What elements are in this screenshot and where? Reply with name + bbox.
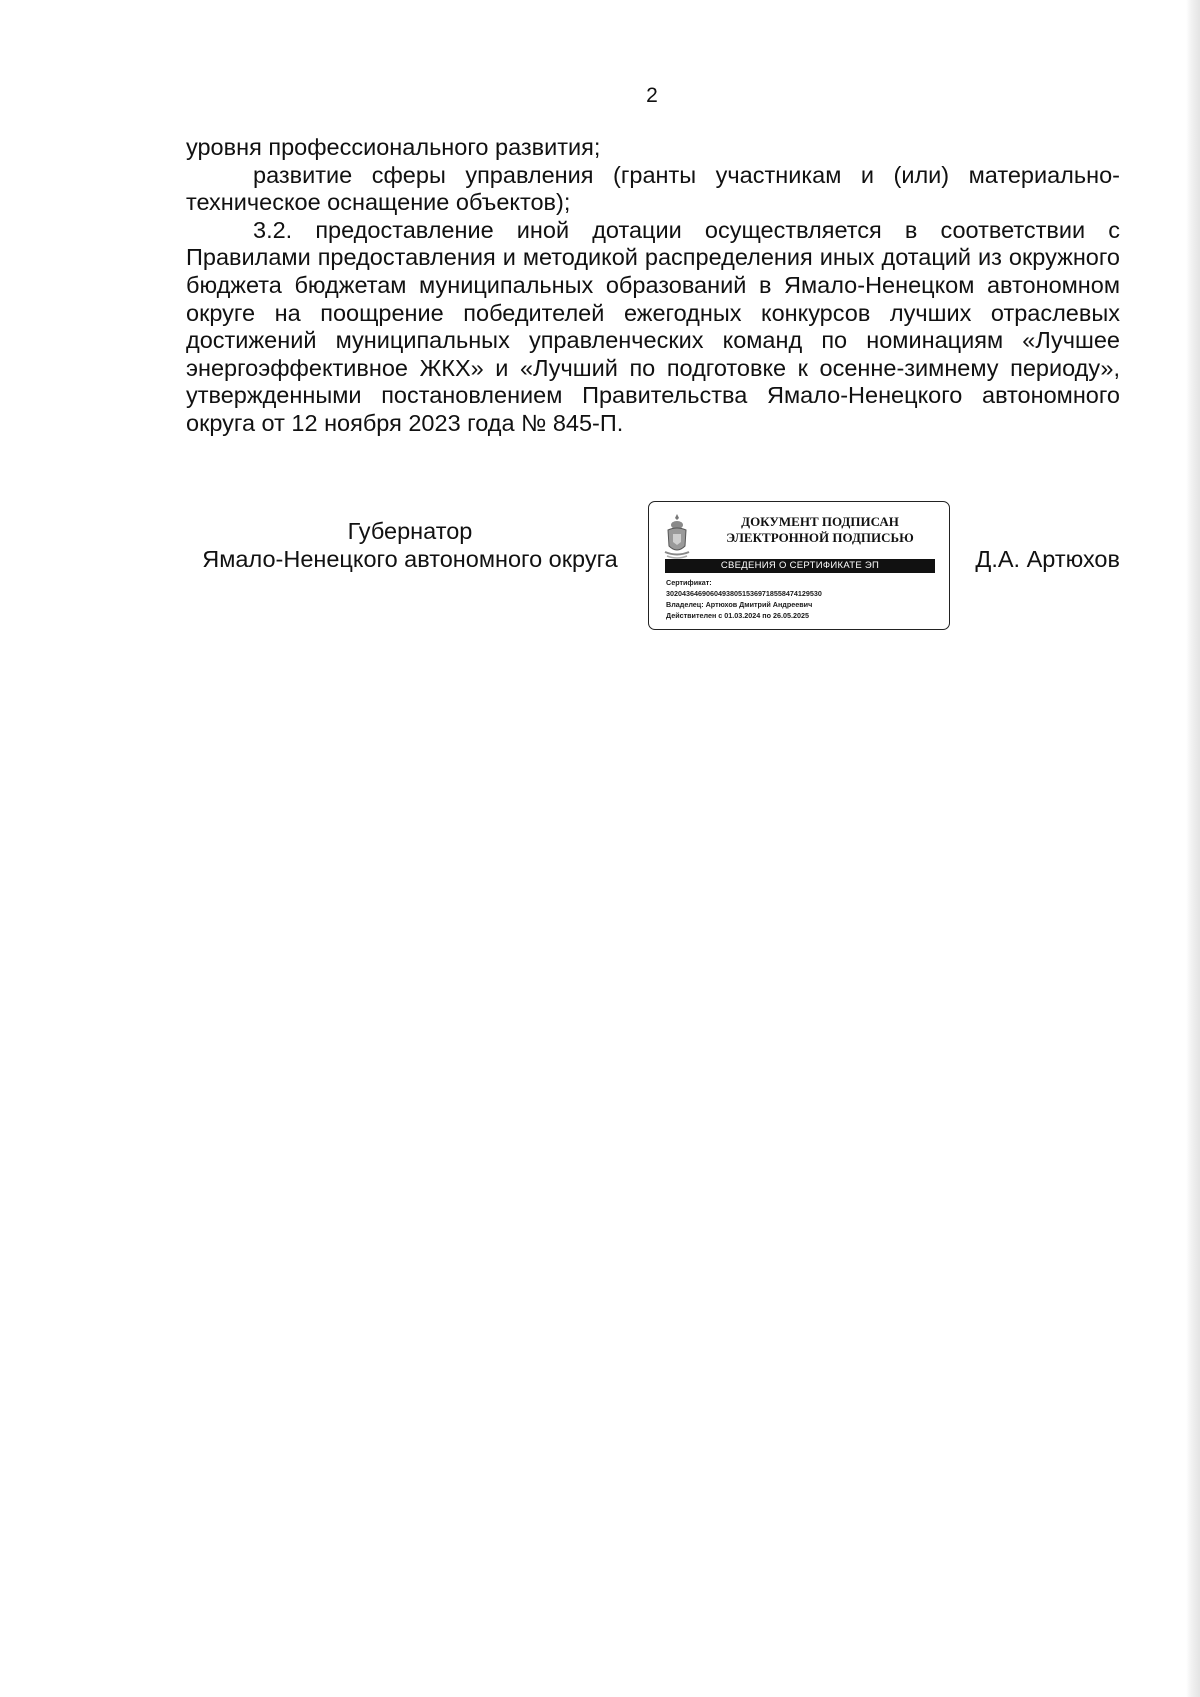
certificate-label: Сертификат: xyxy=(666,578,712,587)
signatory-name: Д.А. Артюхов xyxy=(975,546,1120,572)
signatory-position xyxy=(186,518,634,573)
stamp-heading xyxy=(701,514,939,546)
paragraph-continuation: уровня профессионального развития; xyxy=(186,134,601,160)
certificate-owner: Владелец: Артюхов Дмитрий Андреевич xyxy=(666,600,813,609)
stamp-heading-line1: ДОКУМЕНТ ПОДПИСАН xyxy=(741,514,899,529)
signatory-position-line1: Губернатор xyxy=(347,518,473,544)
electronic-signature-stamp xyxy=(648,501,950,630)
certificate-info-bar: СВЕДЕНИЯ О СЕРТИФИКАТЕ ЭП xyxy=(665,559,935,573)
scan-page-edge xyxy=(1186,0,1200,1697)
coat-of-arms-emblem-icon xyxy=(662,512,692,560)
stamp-heading-line2: ЭЛЕКТРОННОЙ ПОДПИСЬЮ xyxy=(726,530,914,545)
certificate-number: 302043646906049380515369718558474129530 xyxy=(666,589,822,598)
document-body xyxy=(186,134,1120,438)
paragraph-3-2: 3.2. предоставление иной дотации осуществляется в соответствии с Правилами предоставления и методикой распределения иных дотаций из окружного бюджета бюджетам муниципальных образований в Ямало-Ненецком автономном округе на поощрение победителей ежегодных конкурсов лучших отраслевых достижений муниципальных управленческих команд по номинациям «Лучшее энергоэффективное ЖКХ» и «Лучший по подготовке к осенне-зимнему периоду», утвержденными постановлением Правительства Ямало-Ненецкого автономного округа от 12 ноября 2023 года № 845-П. xyxy=(186,216,1120,436)
paragraph-management-sphere: развитие сферы управления (гранты участникам и (или) материально-техническое оснащение объектов); xyxy=(186,161,1120,216)
signatory-position-line2: Ямало-Ненецкого автономного округа xyxy=(202,545,618,572)
certificate-validity: Действителен с 01.03.2024 по 26.05.2025 xyxy=(666,611,809,620)
certificate-details xyxy=(666,577,938,621)
page-number: 2 xyxy=(646,84,658,107)
